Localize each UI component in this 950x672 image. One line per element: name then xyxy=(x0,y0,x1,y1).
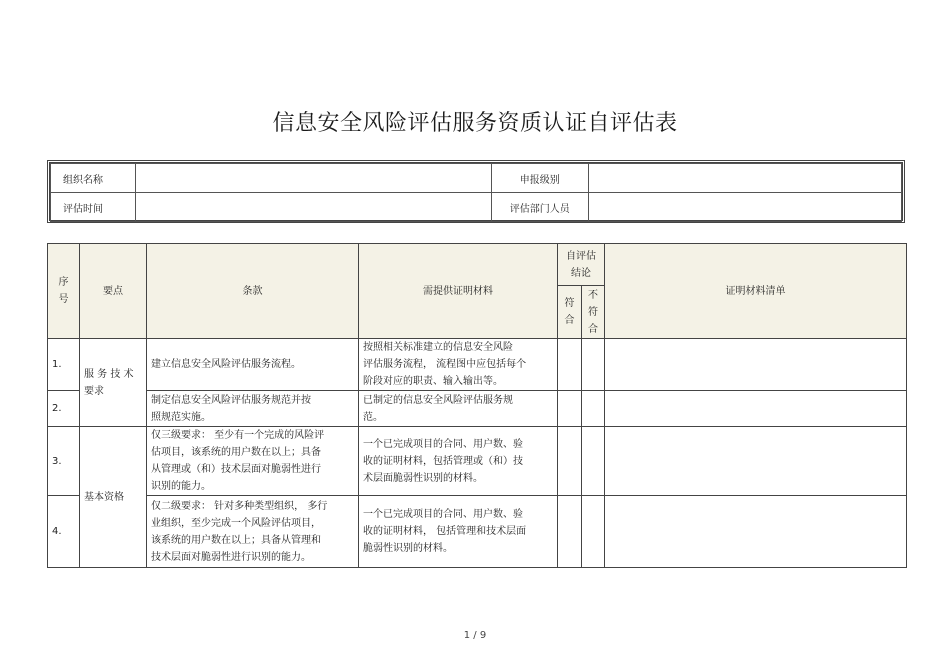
header-self-eval: 自评估 结论 xyxy=(558,244,605,286)
table-row xyxy=(48,427,907,496)
table-row xyxy=(48,391,907,427)
eval-time-value[interactable] xyxy=(135,193,491,222)
header-conform: 符 合 xyxy=(558,286,582,339)
level-label: 申报级别 xyxy=(491,164,588,193)
material-cell: 一个已完成项目的合同、用户数、验 收的证明材料， 包括管理和技术层面 脆弱性识别的材料。 xyxy=(359,496,558,568)
org-name-label: 组织名称 xyxy=(51,164,136,193)
table-row xyxy=(48,496,907,568)
clause-cell: 仅三级要求： 至少有一个完成的风险评 估项目，该系统的用户数在以上；具备 从管理或（和）技术层面对脆弱性进行 识别的能力。 xyxy=(147,427,359,496)
row-number: 3. xyxy=(48,427,80,496)
row-number: 1. xyxy=(48,339,80,391)
table-row xyxy=(48,339,907,391)
header-clause: 条款 xyxy=(147,244,359,339)
clause-cell: 仅二级要求： 针对多种类型组织， 多行 业组织，至少完成一个风险评估项目， 该系统的用户数在以上；具备从管理和 技术层面对脆弱性进行识别的能力。 xyxy=(147,496,359,568)
header-evidence: 证明材料清单 xyxy=(605,244,907,339)
nonconform-checkbox[interactable] xyxy=(582,339,605,391)
row-number: 4. xyxy=(48,496,80,568)
nonconform-checkbox[interactable] xyxy=(582,391,605,427)
conform-checkbox[interactable] xyxy=(558,391,582,427)
group-tech-requirements: 服 务 技 术 要求 xyxy=(80,339,147,427)
evidence-cell[interactable] xyxy=(605,427,907,496)
header-material: 需提供证明材料 xyxy=(359,244,558,339)
header-nonconform: 不 符 合 xyxy=(582,286,605,339)
level-value[interactable] xyxy=(588,164,901,193)
material-cell: 一个已完成项目的合同、用户数、验 收的证明材料，包括管理或（和）技 术层面脆弱性识别的材料。 xyxy=(359,427,558,496)
eval-staff-label: 评估部门人员 xyxy=(491,193,588,222)
evidence-cell[interactable] xyxy=(605,339,907,391)
document-title: 信息安全风险评估服务资质认证自评估表 xyxy=(272,111,678,136)
evidence-cell[interactable] xyxy=(605,391,907,427)
conform-checkbox[interactable] xyxy=(558,427,582,496)
conform-checkbox[interactable] xyxy=(558,339,582,391)
eval-time-label: 评估时间 xyxy=(51,193,136,222)
eval-staff-value[interactable] xyxy=(588,193,901,222)
material-cell: 按照相关标准建立的信息安全风险 评估服务流程， 流程图中应包括每个 阶段对应的职责、输入输出等。 xyxy=(359,339,558,391)
row-number: 2. xyxy=(48,391,80,427)
header-point: 要点 xyxy=(80,244,147,339)
nonconform-checkbox[interactable] xyxy=(582,427,605,496)
material-cell: 已制定的信息安全风险评估服务规 范。 xyxy=(359,391,558,427)
nonconform-checkbox[interactable] xyxy=(582,496,605,568)
group-basic-qualification: 基本资格 xyxy=(80,427,147,568)
evidence-cell[interactable] xyxy=(605,496,907,568)
conform-checkbox[interactable] xyxy=(558,496,582,568)
clause-cell: 制定信息安全风险评估服务规范并按 照规范实施。 xyxy=(147,391,359,427)
clause-cell: 建立信息安全风险评估服务流程。 xyxy=(147,339,359,391)
org-info-table xyxy=(47,160,905,223)
header-seq: 序 号 xyxy=(48,244,80,339)
self-eval-table xyxy=(47,243,906,568)
org-name-value[interactable] xyxy=(135,164,491,193)
page-number: 1 / 9 xyxy=(463,630,487,641)
